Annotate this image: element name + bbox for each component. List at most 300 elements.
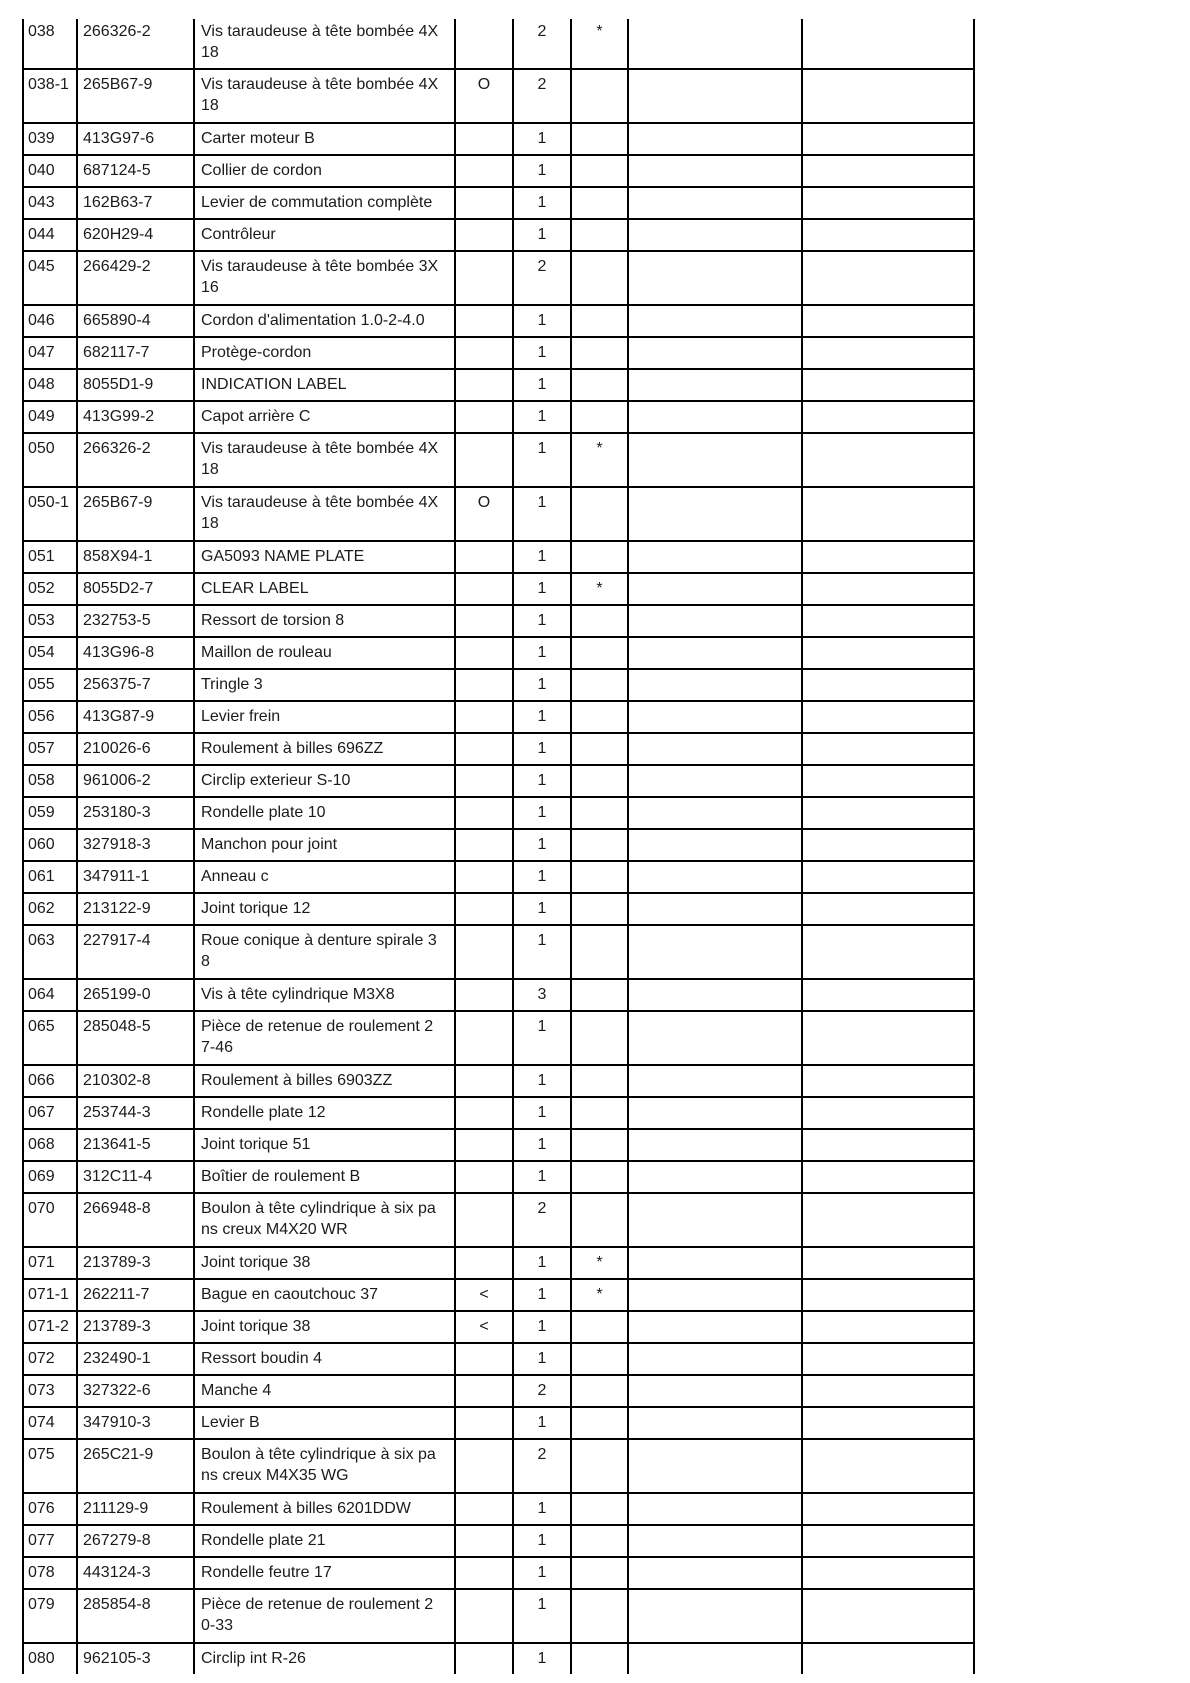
marker [456, 188, 514, 218]
marker [456, 670, 514, 700]
marker [456, 402, 514, 432]
note-mark [572, 1066, 629, 1096]
table-row [22, 122, 975, 154]
marker [456, 1066, 514, 1096]
note-mark [572, 1408, 629, 1438]
note-mark [572, 606, 629, 636]
quantity: 2 [514, 1194, 572, 1246]
empty-cell [629, 70, 803, 122]
part-number: 266948-8 [78, 1194, 195, 1246]
item-number: 038-1 [22, 70, 78, 122]
quantity: 1 [514, 434, 572, 486]
table-row [22, 368, 975, 400]
part-description: Collier de cordon [195, 156, 456, 186]
empty-cell [629, 370, 803, 400]
marker [456, 1130, 514, 1160]
table-row [22, 572, 975, 604]
table-row [22, 1096, 975, 1128]
empty-cell [803, 574, 975, 604]
table-row [22, 1342, 975, 1374]
part-number: 413G99-2 [78, 402, 195, 432]
table-row [22, 732, 975, 764]
note-mark: * [572, 574, 629, 604]
part-number: 682117-7 [78, 338, 195, 368]
empty-cell [803, 252, 975, 304]
quantity: 1 [514, 862, 572, 892]
note-mark [572, 894, 629, 924]
part-description: Vis à tête cylindrique M3X8 [195, 980, 456, 1010]
part-description: Ressort boudin 4 [195, 1344, 456, 1374]
table-row [22, 1128, 975, 1160]
part-description: Vis taraudeuse à tête bombée 4X 18 [195, 70, 456, 122]
empty-cell [629, 1280, 803, 1310]
marker [456, 606, 514, 636]
item-number: 038 [22, 19, 78, 68]
part-description: Joint torique 51 [195, 1130, 456, 1160]
item-number: 056 [22, 702, 78, 732]
table-row [22, 186, 975, 218]
empty-cell [629, 434, 803, 486]
part-number: 227917-4 [78, 926, 195, 978]
part-number: 232753-5 [78, 606, 195, 636]
quantity: 1 [514, 1344, 572, 1374]
item-number: 048 [22, 370, 78, 400]
empty-cell [629, 606, 803, 636]
part-number: 253744-3 [78, 1098, 195, 1128]
table-row [22, 636, 975, 668]
empty-cell [803, 1344, 975, 1374]
part-number: 687124-5 [78, 156, 195, 186]
table-row [22, 432, 975, 486]
note-mark [572, 830, 629, 860]
part-description: Roulement à billes 6903ZZ [195, 1066, 456, 1096]
empty-cell [629, 798, 803, 828]
empty-cell [803, 1526, 975, 1556]
part-description: Joint torique 12 [195, 894, 456, 924]
quantity: 2 [514, 1376, 572, 1406]
part-description: Bague en caoutchouc 37 [195, 1280, 456, 1310]
empty-cell [629, 1248, 803, 1278]
empty-cell [629, 1376, 803, 1406]
part-number: 162B63-7 [78, 188, 195, 218]
empty-cell [803, 830, 975, 860]
part-number: 267279-8 [78, 1526, 195, 1556]
empty-cell [803, 1130, 975, 1160]
note-mark [572, 542, 629, 572]
marker [456, 306, 514, 336]
quantity: 1 [514, 1130, 572, 1160]
part-number: 253180-3 [78, 798, 195, 828]
empty-cell [803, 402, 975, 432]
part-number: 266326-2 [78, 434, 195, 486]
empty-cell [629, 19, 803, 68]
item-number: 058 [22, 766, 78, 796]
empty-cell [803, 926, 975, 978]
table-row [22, 1310, 975, 1342]
empty-cell [629, 638, 803, 668]
empty-cell [629, 1558, 803, 1588]
marker [456, 1344, 514, 1374]
part-description: Circlip exterieur S-10 [195, 766, 456, 796]
empty-cell [629, 220, 803, 250]
part-description: GA5093 NAME PLATE [195, 542, 456, 572]
item-number: 079 [22, 1590, 78, 1642]
quantity: 1 [514, 156, 572, 186]
note-mark [572, 402, 629, 432]
quantity: 1 [514, 124, 572, 154]
part-number: 232490-1 [78, 1344, 195, 1374]
empty-cell [803, 980, 975, 1010]
empty-cell [629, 306, 803, 336]
empty-cell [803, 19, 975, 68]
marker [456, 1194, 514, 1246]
marker: O [456, 70, 514, 122]
item-number: 069 [22, 1162, 78, 1192]
empty-cell [803, 734, 975, 764]
part-number: 256375-7 [78, 670, 195, 700]
item-number: 045 [22, 252, 78, 304]
quantity: 1 [514, 306, 572, 336]
empty-cell [629, 1066, 803, 1096]
quantity: 1 [514, 830, 572, 860]
part-number: 213789-3 [78, 1248, 195, 1278]
part-description: Joint torique 38 [195, 1312, 456, 1342]
quantity: 1 [514, 1558, 572, 1588]
table-row [22, 764, 975, 796]
empty-cell [803, 124, 975, 154]
part-number: 265B67-9 [78, 70, 195, 122]
table-row [22, 1064, 975, 1096]
quantity: 1 [514, 1066, 572, 1096]
part-number: 665890-4 [78, 306, 195, 336]
part-description: Roue conique à denture spirale 3 8 [195, 926, 456, 978]
item-number: 071-2 [22, 1312, 78, 1342]
part-number: 266429-2 [78, 252, 195, 304]
table-row [22, 700, 975, 732]
part-description: Cordon d'alimentation 1.0-2-4.0 [195, 306, 456, 336]
marker [456, 766, 514, 796]
note-mark [572, 156, 629, 186]
item-number: 071 [22, 1248, 78, 1278]
empty-cell [803, 862, 975, 892]
quantity: 1 [514, 1162, 572, 1192]
marker [456, 830, 514, 860]
part-number: 961006-2 [78, 766, 195, 796]
part-number: 210302-8 [78, 1066, 195, 1096]
item-number: 068 [22, 1130, 78, 1160]
empty-cell [629, 894, 803, 924]
empty-cell [803, 1408, 975, 1438]
empty-cell [629, 734, 803, 764]
quantity: 1 [514, 894, 572, 924]
part-number: 213789-3 [78, 1312, 195, 1342]
part-number: 413G97-6 [78, 124, 195, 154]
table-row [22, 1406, 975, 1438]
quantity: 1 [514, 488, 572, 540]
note-mark [572, 926, 629, 978]
empty-cell [629, 1440, 803, 1492]
empty-cell [629, 1012, 803, 1064]
part-description: Roulement à billes 6201DDW [195, 1494, 456, 1524]
item-number: 063 [22, 926, 78, 978]
quantity: 1 [514, 798, 572, 828]
part-number: 858X94-1 [78, 542, 195, 572]
part-description: Vis taraudeuse à tête bombée 3X 16 [195, 252, 456, 304]
marker [456, 434, 514, 486]
item-number: 054 [22, 638, 78, 668]
table-row [22, 68, 975, 122]
table-row [22, 19, 975, 68]
item-number: 053 [22, 606, 78, 636]
item-number: 073 [22, 1376, 78, 1406]
part-number: 347911-1 [78, 862, 195, 892]
note-mark [572, 220, 629, 250]
item-number: 064 [22, 980, 78, 1010]
empty-cell [629, 670, 803, 700]
marker [456, 220, 514, 250]
note-mark: * [572, 19, 629, 68]
note-mark [572, 188, 629, 218]
note-mark [572, 1098, 629, 1128]
empty-cell [803, 1248, 975, 1278]
empty-cell [803, 606, 975, 636]
note-mark [572, 1440, 629, 1492]
item-number: 062 [22, 894, 78, 924]
part-description: Vis taraudeuse à tête bombée 4X 18 [195, 19, 456, 68]
item-number: 044 [22, 220, 78, 250]
part-number: 285854-8 [78, 1590, 195, 1642]
item-number: 050 [22, 434, 78, 486]
marker [456, 894, 514, 924]
marker [456, 1526, 514, 1556]
empty-cell [629, 926, 803, 978]
quantity: 1 [514, 1494, 572, 1524]
marker [456, 19, 514, 68]
quantity: 1 [514, 926, 572, 978]
part-number: 213641-5 [78, 1130, 195, 1160]
note-mark [572, 862, 629, 892]
note-mark [572, 1590, 629, 1642]
quantity: 1 [514, 1312, 572, 1342]
part-description: Manche 4 [195, 1376, 456, 1406]
note-mark [572, 338, 629, 368]
quantity: 1 [514, 574, 572, 604]
item-number: 043 [22, 188, 78, 218]
quantity: 1 [514, 1408, 572, 1438]
quantity: 1 [514, 1248, 572, 1278]
item-number: 066 [22, 1066, 78, 1096]
table-row [22, 828, 975, 860]
parts-list-table [22, 19, 975, 1674]
empty-cell [629, 980, 803, 1010]
part-description: Anneau c [195, 862, 456, 892]
note-mark [572, 670, 629, 700]
part-description: Boîtier de roulement B [195, 1162, 456, 1192]
note-mark [572, 1644, 629, 1674]
part-number: 327322-6 [78, 1376, 195, 1406]
part-description: Rondelle plate 10 [195, 798, 456, 828]
part-number: 265B67-9 [78, 488, 195, 540]
note-mark [572, 1344, 629, 1374]
table-row [22, 218, 975, 250]
table-row [22, 668, 975, 700]
empty-cell [629, 1098, 803, 1128]
table-row [22, 1524, 975, 1556]
note-mark [572, 1558, 629, 1588]
marker [456, 926, 514, 978]
note-mark: * [572, 434, 629, 486]
marker [456, 862, 514, 892]
item-number: 080 [22, 1644, 78, 1674]
empty-cell [803, 638, 975, 668]
quantity: 2 [514, 252, 572, 304]
table-row [22, 250, 975, 304]
table-row [22, 486, 975, 540]
empty-cell [803, 1590, 975, 1642]
empty-cell [803, 488, 975, 540]
part-description: Vis taraudeuse à tête bombée 4X 18 [195, 434, 456, 486]
table-row [22, 1010, 975, 1064]
marker [456, 252, 514, 304]
marker [456, 638, 514, 668]
table-row [22, 1160, 975, 1192]
part-number: 327918-3 [78, 830, 195, 860]
note-mark [572, 252, 629, 304]
quantity: 1 [514, 1526, 572, 1556]
empty-cell [803, 894, 975, 924]
item-number: 060 [22, 830, 78, 860]
note-mark [572, 370, 629, 400]
table-row [22, 796, 975, 828]
part-number: 413G87-9 [78, 702, 195, 732]
item-number: 067 [22, 1098, 78, 1128]
note-mark [572, 1162, 629, 1192]
part-number: 265C21-9 [78, 1440, 195, 1492]
part-description: Pièce de retenue de roulement 2 7-46 [195, 1012, 456, 1064]
empty-cell [803, 1280, 975, 1310]
part-description: INDICATION LABEL [195, 370, 456, 400]
table-row [22, 1278, 975, 1310]
part-description: Tringle 3 [195, 670, 456, 700]
empty-cell [803, 670, 975, 700]
empty-cell [629, 402, 803, 432]
note-mark [572, 1130, 629, 1160]
empty-cell [803, 70, 975, 122]
marker [456, 1644, 514, 1674]
quantity: 1 [514, 638, 572, 668]
empty-cell [629, 188, 803, 218]
marker [456, 1408, 514, 1438]
table-row [22, 1588, 975, 1642]
part-description: Boulon à tête cylindrique à six pa ns creux M4X20 WR [195, 1194, 456, 1246]
table-row [22, 860, 975, 892]
item-number: 040 [22, 156, 78, 186]
quantity: 1 [514, 734, 572, 764]
part-number: 962105-3 [78, 1644, 195, 1674]
marker [456, 1248, 514, 1278]
quantity: 1 [514, 220, 572, 250]
marker [456, 370, 514, 400]
note-mark [572, 1494, 629, 1524]
table-row [22, 1438, 975, 1492]
empty-cell [629, 1644, 803, 1674]
table-row [22, 1492, 975, 1524]
empty-cell [803, 1066, 975, 1096]
empty-cell [629, 862, 803, 892]
marker [456, 1590, 514, 1642]
marker [456, 1440, 514, 1492]
part-description: Rondelle plate 21 [195, 1526, 456, 1556]
empty-cell [803, 434, 975, 486]
part-description: Capot arrière C [195, 402, 456, 432]
part-description: Maillon de rouleau [195, 638, 456, 668]
empty-cell [629, 830, 803, 860]
marker [456, 1012, 514, 1064]
part-number: 8055D2-7 [78, 574, 195, 604]
empty-cell [803, 156, 975, 186]
part-number: 443124-3 [78, 1558, 195, 1588]
item-number: 070 [22, 1194, 78, 1246]
empty-cell [629, 1526, 803, 1556]
empty-cell [629, 766, 803, 796]
empty-cell [803, 306, 975, 336]
part-number: 312C11-4 [78, 1162, 195, 1192]
note-mark [572, 1012, 629, 1064]
part-description: Contrôleur [195, 220, 456, 250]
part-number: 347910-3 [78, 1408, 195, 1438]
quantity: 1 [514, 370, 572, 400]
note-mark [572, 734, 629, 764]
table-row [22, 304, 975, 336]
marker [456, 980, 514, 1010]
part-description: Circlip int R-26 [195, 1644, 456, 1674]
part-description: Rondelle plate 12 [195, 1098, 456, 1128]
item-number: 077 [22, 1526, 78, 1556]
note-mark [572, 980, 629, 1010]
note-mark [572, 70, 629, 122]
quantity: 1 [514, 1012, 572, 1064]
empty-cell [803, 542, 975, 572]
part-number: 266326-2 [78, 19, 195, 68]
table-row [22, 1246, 975, 1278]
table-row [22, 1374, 975, 1406]
empty-cell [629, 338, 803, 368]
empty-cell [803, 1558, 975, 1588]
note-mark [572, 306, 629, 336]
table-row [22, 154, 975, 186]
part-description: Protège-cordon [195, 338, 456, 368]
item-number: 072 [22, 1344, 78, 1374]
empty-cell [629, 124, 803, 154]
table-row [22, 1556, 975, 1588]
item-number: 074 [22, 1408, 78, 1438]
quantity: 1 [514, 1590, 572, 1642]
part-description: Manchon pour joint [195, 830, 456, 860]
empty-cell [803, 1494, 975, 1524]
part-description: Boulon à tête cylindrique à six pa ns creux M4X35 WG [195, 1440, 456, 1492]
empty-cell [803, 1644, 975, 1674]
marker [456, 542, 514, 572]
empty-cell [629, 1130, 803, 1160]
quantity: 1 [514, 1098, 572, 1128]
marker [456, 734, 514, 764]
quantity: 2 [514, 70, 572, 122]
part-number: 620H29-4 [78, 220, 195, 250]
quantity: 1 [514, 1280, 572, 1310]
item-number: 050-1 [22, 488, 78, 540]
item-number: 052 [22, 574, 78, 604]
item-number: 076 [22, 1494, 78, 1524]
